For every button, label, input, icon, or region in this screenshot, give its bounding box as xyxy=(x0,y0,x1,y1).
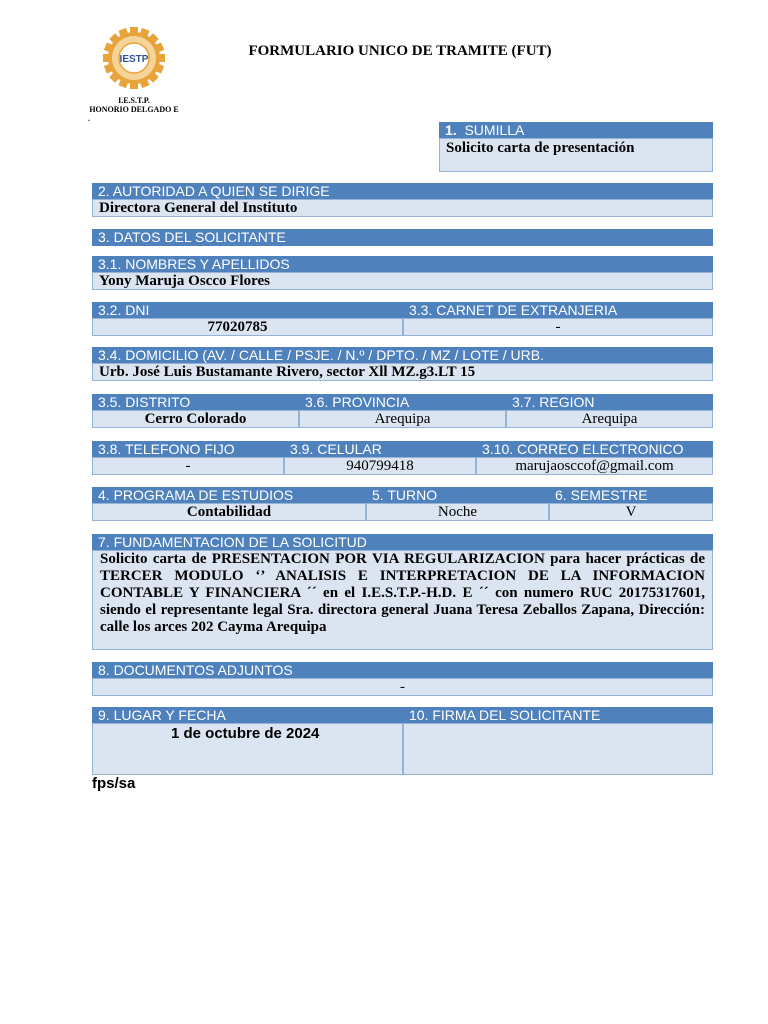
sumilla-header xyxy=(439,122,713,139)
fundamentacion-header: 7. FUNDAMENTACION DE LA SOLICITUD xyxy=(92,534,713,551)
semestre-header: 6. SEMESTRE xyxy=(549,487,713,504)
provincia-field[interactable]: Arequipa xyxy=(299,410,506,428)
firma-field[interactable] xyxy=(403,723,713,775)
correo-header: 3.10. CORREO ELECTRONICO xyxy=(476,441,713,458)
turno-header: 5. TURNO xyxy=(366,487,549,504)
institution-name xyxy=(88,96,180,123)
semestre-field[interactable]: V xyxy=(549,503,713,521)
datos-solicitante-header: 3. DATOS DEL SOLICITANTE xyxy=(92,229,713,246)
domicilio-header: 3.4. DOMICILIO (AV. / CALLE / PSJE. / N.º / DPTO. / MZ / LOTE / URB. xyxy=(92,347,713,364)
provincia-header: 3.6. PROVINCIA xyxy=(299,394,506,411)
dni-header: 3.2. DNI xyxy=(92,302,403,319)
documentos-header: 8. DOCUMENTOS ADJUNTOS xyxy=(92,662,713,679)
carnet-field[interactable]: - xyxy=(403,318,713,336)
fundamentacion-field[interactable]: Solicito carta de PRESENTACION POR VIA REGULARIZACION para hacer prácticas de TERCER MODULO ‘’ ANALISIS E INTERPRETACION DE LA INFORMACION CONTABLE Y FINANCIERA ´´ en el I.E.S.T.P.-H.D. E ´´ con numero RUC 20175317601, siendo el representante legal Sra. directora general Juana Teresa Zeballos Zapana, Dirección: calle los arces 202 Cayma Arequipa xyxy=(92,550,713,650)
programa-field[interactable]: Contabilidad xyxy=(92,503,366,521)
celular-field[interactable]: 940799418 xyxy=(284,457,476,475)
firma-header: 10. FIRMA DEL SOLICITANTE xyxy=(403,707,713,724)
sumilla-label: SUMILLA xyxy=(464,122,525,138)
sumilla-field[interactable]: Solicito carta de presentación xyxy=(439,138,713,172)
correo-field[interactable]: marujaosccof@gmail.com xyxy=(476,457,713,475)
logo-text: IESTP xyxy=(119,54,149,65)
celular-header: 3.9. CELULAR xyxy=(284,441,476,458)
domicilio-field[interactable]: Urb. José Luis Bustamante Rivero, sector Xll MZ.g3.LT 15 xyxy=(92,363,713,381)
lugar-fecha-field[interactable]: 1 de octubre de 2024 xyxy=(92,723,403,775)
nombres-field[interactable]: Yony Maruja Oscco Flores xyxy=(92,272,713,290)
nombres-header: 3.1. NOMBRES Y APELLIDOS xyxy=(92,256,713,273)
autoridad-header: 2. AUTORIDAD A QUIEN SE DIRIGE xyxy=(92,183,713,200)
autoridad-field[interactable]: Directora General del Instituto xyxy=(92,199,713,217)
region-header: 3.7. REGION xyxy=(506,394,713,411)
documentos-field[interactable]: - xyxy=(92,678,713,696)
dni-field[interactable]: 77020785 xyxy=(92,318,403,336)
footer-initials: fps/sa xyxy=(92,775,136,792)
institution-line-3: . xyxy=(88,114,90,123)
distrito-field[interactable]: Cerro Colorado xyxy=(92,410,299,428)
form-title: FORMULARIO UNICO DE TRAMITE (FUT) xyxy=(248,43,552,59)
telefono-header: 3.8. TELEFONO FIJO xyxy=(92,441,284,458)
programa-header: 4. PROGRAMA DE ESTUDIOS xyxy=(92,487,366,504)
carnet-header: 3.3. CARNET DE EXTRANJERIA xyxy=(403,302,713,319)
sumilla-number: 1. xyxy=(445,122,457,138)
distrito-header: 3.5. DISTRITO xyxy=(92,394,299,411)
telefono-field[interactable]: - xyxy=(92,457,284,475)
institution-logo xyxy=(100,27,168,89)
region-field[interactable]: Arequipa xyxy=(506,410,713,428)
lugar-fecha-header: 9. LUGAR Y FECHA xyxy=(92,707,403,724)
institution-line-1: I.E.S.T.P. xyxy=(118,96,150,105)
institution-line-2: HONORIO DELGADO E xyxy=(89,105,179,114)
turno-field[interactable]: Noche xyxy=(366,503,549,521)
